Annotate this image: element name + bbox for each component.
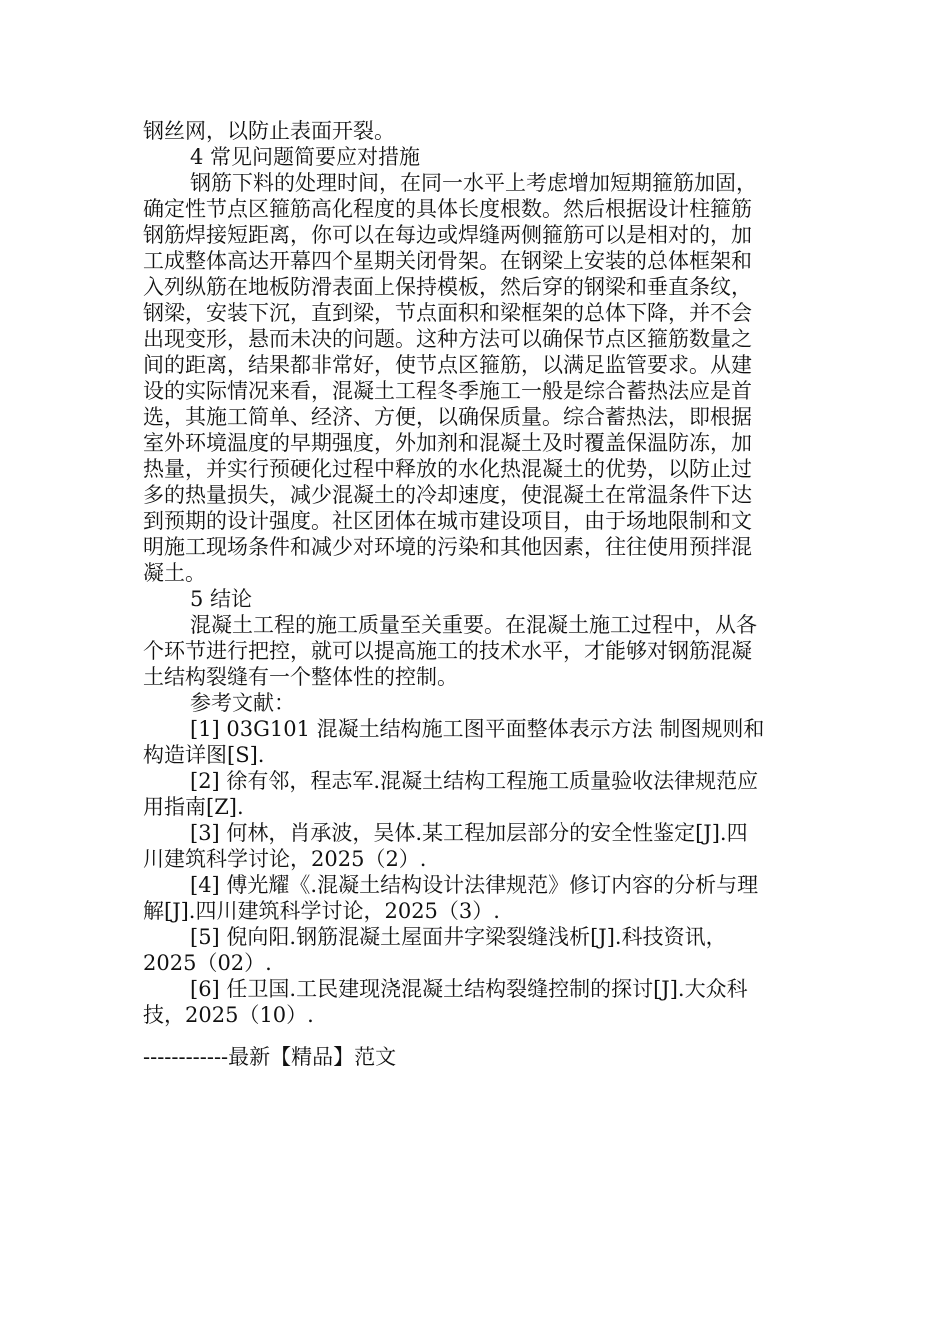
text-line: 室外环境温度的早期强度，外加剂和混凝土及时覆盖保温防冻，加 <box>143 431 752 455</box>
text-line: 间的距离，结果都非常好，使节点区箍筋，以满足监管要求。从建 <box>143 353 752 377</box>
document-body <box>143 118 805 1028</box>
text-line: 参考文献： <box>190 691 295 715</box>
text-line: 构造详图[S]. <box>143 743 265 767</box>
text-line: 钢筋焊接短距离，你可以在每边或焊缝两侧箍筋可以是相对的，加 <box>143 223 752 247</box>
text-line: [5] 倪向阳.钢筋混凝土屋面井字梁裂缝浅析[J].科技资讯， <box>190 925 727 949</box>
text-line: 技，2025（10）. <box>143 1003 314 1027</box>
text-line: 土结构裂缝有一个整体性的控制。 <box>143 665 458 689</box>
text-line: 2025（02）. <box>143 951 272 975</box>
text-line: 混凝土工程的施工质量至关重要。在混凝土施工过程中，从各 <box>190 613 757 637</box>
text-line: [6] 任卫国.工民建现浇混凝土结构裂缝控制的探讨[J].大众科 <box>190 977 748 1001</box>
text-line: 到预期的设计强度。社区团体在城市建设项目，由于场地限制和文 <box>143 509 752 533</box>
text-line: 选，其施工简单、经济、方便，以确保质量。综合蓄热法，即根据 <box>143 405 752 429</box>
text-line: [4] 傅光耀《.混凝土结构设计法律规范》修订内容的分析与理 <box>190 873 759 897</box>
text-line: [3] 何林，肖承波，吴体.某工程加层部分的安全性鉴定[J].四 <box>190 821 748 845</box>
text-line: 确定性节点区箍筋高化程度的具体长度根数。然后根据设计柱箍筋 <box>143 197 752 221</box>
text-line: 解[J].四川建筑科学讨论，2025（3）. <box>143 899 500 923</box>
text-line: 工成整体高达开幕四个星期关闭骨架。在钢梁上安装的总体框架和 <box>143 249 752 273</box>
text-line: 入列纵筋在地板防滑表面上保持模板，然后穿的钢梁和垂直条纹， <box>143 275 752 299</box>
text-line: 用指南[Z]. <box>143 795 244 819</box>
text-line: 川建筑科学讨论，2025（2）. <box>143 847 427 871</box>
text-line: [2] 徐有邻，程志军.混凝土结构工程施工质量验收法律规范应 <box>190 769 759 793</box>
text-line: 钢梁，安装下沉，直到梁，节点面积和梁框架的总体下降，并不会 <box>143 301 752 325</box>
text-line: 凝土。 <box>143 561 206 585</box>
text-line: 钢筋下料的处理时间，在同一水平上考虑增加短期箍筋加固， <box>190 171 757 195</box>
text-line: 明施工现场条件和减少对环境的污染和其他因素，往往使用预拌混 <box>143 535 752 559</box>
text-line: 4 常见问题简要应对措施 <box>190 145 421 169</box>
text-line: [1] 03G101 混凝土结构施工图平面整体表示方法 制图规则和 <box>190 717 765 741</box>
text-line: 钢丝网，以防止表面开裂。 <box>143 119 395 143</box>
text-line: 设的实际情况来看，混凝土工程冬季施工一般是综合蓄热法应是首 <box>143 379 752 403</box>
text-line: 多的热量损失，减少混凝土的冷却速度，使混凝土在常温条件下达 <box>143 483 752 507</box>
footer-text: ------------最新【精品】范文 <box>143 1045 397 1069</box>
text-line: 热量，并实行预硬化过程中释放的水化热混凝土的优势，以防止过 <box>143 457 752 481</box>
text-line: 5 结论 <box>190 587 253 611</box>
text-line: 个环节进行把控，就可以提高施工的技术水平，才能够对钢筋混凝 <box>143 639 752 663</box>
text-line: 出现变形，悬而未决的问题。这种方法可以确保节点区箍筋数量之 <box>143 327 752 351</box>
